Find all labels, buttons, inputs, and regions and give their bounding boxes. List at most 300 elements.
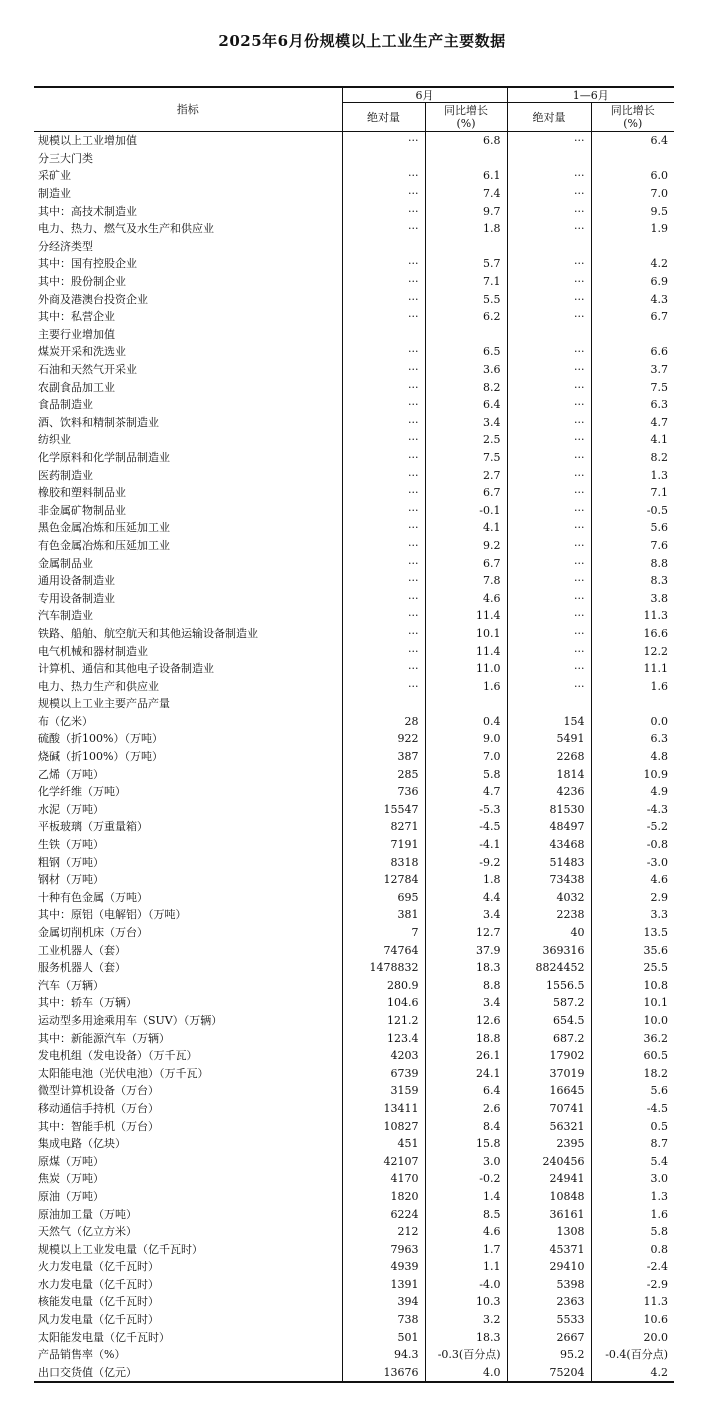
- june-yoy-growth-value: -4.5: [425, 818, 507, 836]
- row-indicator-name: 火力发电量（亿千瓦时）: [34, 1258, 342, 1276]
- june-yoy-growth-value: [425, 695, 507, 713]
- june-yoy-growth-value: 4.0: [425, 1364, 507, 1383]
- table-row: [34, 1170, 674, 1188]
- june-yoy-growth-value: 6.2: [425, 308, 507, 326]
- ytd-absolute-value: 29410: [507, 1258, 591, 1276]
- ytd-absolute-value: 5398: [507, 1276, 591, 1294]
- row-indicator-name: 布（亿米）: [34, 713, 342, 731]
- ytd-absolute-value: ···: [507, 167, 591, 185]
- june-absolute-value: ···: [342, 290, 425, 308]
- row-indicator-name: 烧碱（折100%）（万吨）: [34, 748, 342, 766]
- june-yoy-growth-value: 3.4: [425, 994, 507, 1012]
- ytd-absolute-value: ···: [507, 202, 591, 220]
- ytd-absolute-value: ···: [507, 132, 591, 150]
- ytd-absolute-value: ···: [507, 431, 591, 449]
- ytd-absolute-value: [507, 150, 591, 168]
- june-yoy-growth-value: 7.8: [425, 572, 507, 590]
- table-row: [34, 994, 674, 1012]
- june-absolute-value: ···: [342, 431, 425, 449]
- ytd-yoy-growth-value: 4.3: [650, 292, 668, 306]
- june-absolute-value: 4170: [342, 1170, 425, 1188]
- table-row: [34, 1293, 674, 1311]
- ytd-absolute-value: 56321: [507, 1117, 591, 1135]
- ytd-yoy-growth-value: 8.2: [650, 450, 668, 464]
- june-absolute-value: 381: [342, 906, 425, 924]
- ytd-absolute-value: 4236: [507, 783, 591, 801]
- row-indicator-name: 金属制品业: [34, 554, 342, 572]
- june-absolute-value: 4203: [342, 1047, 425, 1065]
- row-indicator-name: 其中：私营企业: [34, 308, 342, 326]
- june-absolute-value: ···: [342, 167, 425, 185]
- ytd-absolute-value: ···: [507, 449, 591, 467]
- table-row: [34, 466, 674, 484]
- ytd-absolute-value: ···: [507, 255, 591, 273]
- june-absolute-value: 1820: [342, 1188, 425, 1206]
- table-row: [34, 537, 674, 555]
- june-absolute-value: 6224: [342, 1205, 425, 1223]
- row-indicator-name: 非金属矿物制品业: [34, 501, 342, 519]
- table-row: [34, 1047, 674, 1065]
- row-indicator-name: 通用设备制造业: [34, 572, 342, 590]
- june-yoy-growth-value: [425, 326, 507, 344]
- june-absolute-value: ···: [342, 625, 425, 643]
- ytd-absolute-value: ···: [507, 607, 591, 625]
- table-row: [34, 449, 674, 467]
- table-row: [34, 589, 674, 607]
- june-absolute-value: ···: [342, 202, 425, 220]
- june-yoy-growth-value: 2.5: [425, 431, 507, 449]
- ytd-absolute-value: 95.2: [507, 1346, 591, 1364]
- june-absolute-value: ···: [342, 484, 425, 502]
- ytd-yoy-growth-value: [591, 150, 674, 168]
- june-absolute-value: 13411: [342, 1100, 425, 1118]
- june-absolute-value: 285: [342, 765, 425, 783]
- table-row: [34, 818, 674, 836]
- june-absolute-value: 94.3: [342, 1346, 425, 1364]
- june-absolute-value: ···: [342, 677, 425, 695]
- june-yoy-growth-value: 7.1: [425, 273, 507, 291]
- june-yoy-growth-value: 18.3: [425, 1328, 507, 1346]
- june-yoy-growth-value: -0.3(百分点): [425, 1346, 507, 1364]
- table-row: [34, 396, 674, 414]
- table-row: [34, 625, 674, 643]
- june-absolute-value: ···: [342, 132, 425, 150]
- ytd-absolute-value: 4032: [507, 889, 591, 907]
- june-absolute-value: [342, 326, 425, 344]
- june-yoy-growth-value: 6.4: [425, 396, 507, 414]
- ytd-yoy-growth-value: 4.2: [650, 257, 668, 271]
- ytd-yoy-growth-value: 35.6: [643, 943, 668, 957]
- june-yoy-growth-value: 6.4: [425, 1082, 507, 1100]
- ytd-yoy-growth-value: 6.3: [650, 732, 668, 746]
- table-row: [34, 1152, 674, 1170]
- june-absolute-value: ···: [342, 361, 425, 379]
- table-row: [34, 765, 674, 783]
- ytd-yoy-growth-value: 7.0: [650, 187, 668, 201]
- ytd-absolute-value: 17902: [507, 1047, 591, 1065]
- ytd-absolute-value: ···: [507, 642, 591, 660]
- row-indicator-name: 制造业: [34, 185, 342, 203]
- row-indicator-name: 运动型多用途乘用车（SUV）（万辆）: [34, 1012, 342, 1030]
- ytd-absolute-value: ···: [507, 308, 591, 326]
- june-yoy-growth-value: 3.6: [425, 361, 507, 379]
- row-indicator-name: 医药制造业: [34, 466, 342, 484]
- table-row: [34, 801, 674, 819]
- table-row: [34, 150, 674, 168]
- ytd-yoy-growth-value: 7.1: [650, 486, 668, 500]
- table-row: [34, 783, 674, 801]
- june-yoy-growth-value: 1.8: [425, 871, 507, 889]
- june-absolute-value: [342, 695, 425, 713]
- june-absolute-value: 695: [342, 889, 425, 907]
- ytd-yoy-growth-value: -2.9: [646, 1277, 668, 1291]
- row-indicator-name: 化学纤维（万吨）: [34, 783, 342, 801]
- row-indicator-name: 风力发电量（亿千瓦时）: [34, 1311, 342, 1329]
- row-indicator-name: 采矿业: [34, 167, 342, 185]
- june-absolute-value: 8318: [342, 853, 425, 871]
- row-indicator-name: 化学原料和化学制品制造业: [34, 449, 342, 467]
- ytd-yoy-growth-value: 36.2: [643, 1031, 668, 1045]
- june-absolute-value: 74764: [342, 941, 425, 959]
- june-absolute-value: ···: [342, 466, 425, 484]
- ytd-absolute-value: ···: [507, 572, 591, 590]
- ytd-absolute-value: ···: [507, 625, 591, 643]
- ytd-yoy-growth-value: 0.5: [650, 1119, 668, 1133]
- row-indicator-name: 有色金属冶炼和压延加工业: [34, 537, 342, 555]
- ytd-yoy-growth-value: 4.9: [650, 785, 668, 799]
- june-yoy-growth-value: -0.1: [425, 501, 507, 519]
- ytd-absolute-value: 1556.5: [507, 977, 591, 995]
- ytd-absolute-value: 16645: [507, 1082, 591, 1100]
- june-absolute-value: 394: [342, 1293, 425, 1311]
- ytd-absolute-value: ···: [507, 660, 591, 678]
- ytd-yoy-growth-value: 6.7: [650, 310, 668, 324]
- june-yoy-growth-value: 1.8: [425, 220, 507, 238]
- ytd-absolute-value: 687.2: [507, 1029, 591, 1047]
- june-absolute-value: ···: [342, 660, 425, 678]
- june-absolute-value: ···: [342, 607, 425, 625]
- ytd-absolute-value: 240456: [507, 1152, 591, 1170]
- table-row: [34, 326, 674, 344]
- june-absolute-value: 15547: [342, 801, 425, 819]
- row-indicator-name: 生铁（万吨）: [34, 836, 342, 854]
- june-absolute-value: ···: [342, 572, 425, 590]
- row-indicator-name: 出口交货值（亿元）: [34, 1364, 342, 1383]
- ytd-absolute-value: ···: [507, 501, 591, 519]
- ytd-yoy-growth-value: 10.1: [643, 996, 668, 1010]
- ytd-absolute-value: [507, 695, 591, 713]
- ytd-yoy-growth-value: 1.3: [650, 1189, 668, 1203]
- table-row: [34, 167, 674, 185]
- row-indicator-name: 水泥（万吨）: [34, 801, 342, 819]
- table-header: [34, 87, 674, 132]
- row-indicator-name: 规模以上工业发电量（亿千瓦时）: [34, 1240, 342, 1258]
- ytd-absolute-value: ···: [507, 273, 591, 291]
- ytd-yoy-growth-value: 10.6: [643, 1313, 668, 1327]
- row-indicator-name: 其中：国有控股企业: [34, 255, 342, 273]
- ytd-absolute-value: ···: [507, 589, 591, 607]
- row-indicator-name: 酒、饮料和精制茶制造业: [34, 414, 342, 432]
- table-row: [34, 1082, 674, 1100]
- ytd-yoy-growth-value: 6.9: [650, 275, 668, 289]
- june-absolute-value: ···: [342, 449, 425, 467]
- ytd-absolute-value: 70741: [507, 1100, 591, 1118]
- ytd-yoy-growth-value: 9.5: [650, 204, 668, 218]
- june-yoy-growth-value: 9.2: [425, 537, 507, 555]
- table-row: [34, 220, 674, 238]
- table-row: [34, 1276, 674, 1294]
- june-absolute-value: 28: [342, 713, 425, 731]
- june-yoy-growth-value: 10.1: [425, 625, 507, 643]
- table-row: [34, 290, 674, 308]
- june-absolute-value: 123.4: [342, 1029, 425, 1047]
- table-row: [34, 1240, 674, 1258]
- ytd-yoy-growth-value: 18.2: [643, 1066, 668, 1080]
- ytd-absolute-value: [507, 326, 591, 344]
- june-yoy-growth-value: 18.8: [425, 1029, 507, 1047]
- table-row: [34, 238, 674, 256]
- ytd-yoy-growth-value: 6.4: [650, 134, 668, 148]
- ytd-absolute-value: 73438: [507, 871, 591, 889]
- header-ytd-absolute: 绝对量: [507, 103, 591, 132]
- june-absolute-value: 212: [342, 1223, 425, 1241]
- june-yoy-growth-value: 2.7: [425, 466, 507, 484]
- row-indicator-name: 其中：股份制企业: [34, 273, 342, 291]
- table-row: [34, 748, 674, 766]
- ytd-yoy-growth-value: 4.1: [650, 433, 668, 447]
- table-row: [34, 1117, 674, 1135]
- table-row: [34, 1364, 674, 1383]
- row-indicator-name: 计算机、通信和其他电子设备制造业: [34, 660, 342, 678]
- june-yoy-growth-value: 15.8: [425, 1135, 507, 1153]
- ytd-absolute-value: ···: [507, 414, 591, 432]
- table-row: [34, 871, 674, 889]
- june-yoy-growth-value: 3.4: [425, 906, 507, 924]
- june-yoy-growth-value: 6.7: [425, 554, 507, 572]
- table-row: [34, 1328, 674, 1346]
- table-row: [34, 1135, 674, 1153]
- ytd-yoy-growth-value: -4.5: [646, 1101, 668, 1115]
- june-yoy-growth-value: -9.2: [425, 853, 507, 871]
- ytd-yoy-growth-value: 4.6: [650, 873, 668, 887]
- june-absolute-value: 3159: [342, 1082, 425, 1100]
- row-indicator-name: 太阳能发电量（亿千瓦时）: [34, 1328, 342, 1346]
- ytd-yoy-growth-value: -5.2: [646, 820, 668, 834]
- table-row: [34, 308, 674, 326]
- ytd-yoy-growth-value: [591, 695, 674, 713]
- table-row: [34, 202, 674, 220]
- june-absolute-value: ···: [342, 414, 425, 432]
- ytd-yoy-growth-value: 25.5: [643, 961, 668, 975]
- ytd-absolute-value: 5491: [507, 730, 591, 748]
- row-indicator-name: 原煤（万吨）: [34, 1152, 342, 1170]
- june-absolute-value: 12784: [342, 871, 425, 889]
- row-indicator-name: 其中：原铝（电解铝）（万吨）: [34, 906, 342, 924]
- june-absolute-value: 738: [342, 1311, 425, 1329]
- table-row: [34, 695, 674, 713]
- statistics-table: [34, 86, 674, 1383]
- row-indicator-name: 粗钢（万吨）: [34, 853, 342, 871]
- june-yoy-growth-value: 10.3: [425, 1293, 507, 1311]
- row-indicator-name: 平板玻璃（万重量箱）: [34, 818, 342, 836]
- june-absolute-value: ···: [342, 185, 425, 203]
- june-absolute-value: 6739: [342, 1064, 425, 1082]
- june-absolute-value: 104.6: [342, 994, 425, 1012]
- ytd-yoy-growth-value: 4.7: [650, 415, 668, 429]
- ytd-absolute-value: 24941: [507, 1170, 591, 1188]
- ytd-yoy-growth-value: 8.8: [650, 556, 668, 570]
- ytd-yoy-growth-value: -3.0: [646, 855, 668, 869]
- ytd-yoy-growth-value: 11.3: [643, 609, 668, 623]
- june-yoy-growth-value: 24.1: [425, 1064, 507, 1082]
- ytd-yoy-growth-value: 11.1: [643, 662, 668, 676]
- table-row: [34, 836, 674, 854]
- june-yoy-growth-value: 2.6: [425, 1100, 507, 1118]
- table-row: [34, 713, 674, 731]
- row-indicator-name: 分三大门类: [34, 150, 342, 168]
- june-yoy-growth-value: 5.7: [425, 255, 507, 273]
- ytd-absolute-value: ···: [507, 290, 591, 308]
- ytd-absolute-value: ···: [507, 554, 591, 572]
- ytd-absolute-value: 654.5: [507, 1012, 591, 1030]
- ytd-yoy-growth-value: 20.0: [643, 1330, 668, 1344]
- ytd-yoy-growth-value: -0.8: [646, 838, 668, 852]
- row-indicator-name: 移动通信手持机（万台）: [34, 1100, 342, 1118]
- ytd-yoy-growth-value: 13.5: [643, 926, 668, 940]
- row-indicator-name: 规模以上工业主要产品产量: [34, 695, 342, 713]
- row-indicator-name: 天然气（亿立方米）: [34, 1223, 342, 1241]
- table-row: [34, 677, 674, 695]
- row-indicator-name: 钢材（万吨）: [34, 871, 342, 889]
- ytd-yoy-growth-value: 6.3: [650, 398, 668, 412]
- june-yoy-growth-value: 6.1: [425, 167, 507, 185]
- june-absolute-value: 1478832: [342, 959, 425, 977]
- table-row: [34, 1029, 674, 1047]
- june-yoy-growth-value: 7.5: [425, 449, 507, 467]
- row-indicator-name: 电力、热力生产和供应业: [34, 677, 342, 695]
- ytd-yoy-growth-value: -2.4: [646, 1260, 668, 1274]
- ytd-yoy-growth-value: [591, 238, 674, 256]
- ytd-absolute-value: 36161: [507, 1205, 591, 1223]
- table-row: [34, 660, 674, 678]
- ytd-yoy-growth-value: 10.8: [643, 978, 668, 992]
- ytd-absolute-value: ···: [507, 537, 591, 555]
- ytd-absolute-value: 587.2: [507, 994, 591, 1012]
- june-absolute-value: ···: [342, 343, 425, 361]
- ytd-yoy-growth-value: 5.6: [650, 1084, 668, 1098]
- june-absolute-value: ···: [342, 501, 425, 519]
- june-yoy-growth-value: 3.2: [425, 1311, 507, 1329]
- june-absolute-value: ···: [342, 378, 425, 396]
- row-indicator-name: 分经济类型: [34, 238, 342, 256]
- ytd-absolute-value: 2238: [507, 906, 591, 924]
- june-yoy-growth-value: 11.0: [425, 660, 507, 678]
- june-yoy-growth-value: 4.1: [425, 519, 507, 537]
- ytd-yoy-growth-value: 0.8: [650, 1242, 668, 1256]
- june-absolute-value: 8271: [342, 818, 425, 836]
- june-yoy-growth-value: 5.8: [425, 765, 507, 783]
- table-row: [34, 941, 674, 959]
- ytd-yoy-growth-value: 10.9: [643, 767, 668, 781]
- june-absolute-value: 13676: [342, 1364, 425, 1383]
- table-row: [34, 730, 674, 748]
- june-yoy-growth-value: 3.4: [425, 414, 507, 432]
- june-absolute-value: 7191: [342, 836, 425, 854]
- ytd-absolute-value: 48497: [507, 818, 591, 836]
- ytd-absolute-value: ···: [507, 677, 591, 695]
- june-absolute-value: 4939: [342, 1258, 425, 1276]
- ytd-absolute-value: 75204: [507, 1364, 591, 1383]
- june-absolute-value: ···: [342, 537, 425, 555]
- table-row: [34, 1223, 674, 1241]
- june-absolute-value: 10827: [342, 1117, 425, 1135]
- ytd-yoy-growth-value: 6.6: [650, 345, 668, 359]
- june-yoy-growth-value: 37.9: [425, 941, 507, 959]
- june-absolute-value: [342, 238, 425, 256]
- june-yoy-growth-value: 9.0: [425, 730, 507, 748]
- table-row: [34, 273, 674, 291]
- row-indicator-name: 硫酸（折100%）（万吨）: [34, 730, 342, 748]
- row-indicator-name: 外商及港澳台投资企业: [34, 290, 342, 308]
- june-yoy-growth-value: -0.2: [425, 1170, 507, 1188]
- table-row: [34, 255, 674, 273]
- header-yoy-unit: (%): [623, 117, 643, 130]
- ytd-yoy-growth-value: 5.6: [650, 521, 668, 535]
- ytd-absolute-value: ···: [507, 484, 591, 502]
- table-row: [34, 519, 674, 537]
- ytd-yoy-growth-value: 12.2: [643, 644, 668, 658]
- row-indicator-name: 其中：新能源汽车（万辆）: [34, 1029, 342, 1047]
- ytd-yoy-growth-value: 3.3: [650, 908, 668, 922]
- row-indicator-name: 乙烯（万吨）: [34, 765, 342, 783]
- table-row: [34, 378, 674, 396]
- table-row: [34, 642, 674, 660]
- june-yoy-growth-value: 11.4: [425, 642, 507, 660]
- ytd-absolute-value: [507, 238, 591, 256]
- row-indicator-name: 专用设备制造业: [34, 589, 342, 607]
- row-indicator-name: 电气机械和器材制造业: [34, 642, 342, 660]
- june-yoy-growth-value: 6.5: [425, 343, 507, 361]
- ytd-absolute-value: 81530: [507, 801, 591, 819]
- table-row: [34, 343, 674, 361]
- table-row: [34, 607, 674, 625]
- ytd-yoy-growth-value: 2.9: [650, 890, 668, 904]
- row-indicator-name: 纺织业: [34, 431, 342, 449]
- row-indicator-name: 焦炭（万吨）: [34, 1170, 342, 1188]
- table-body: [34, 132, 674, 1383]
- header-indicator: 指标: [34, 87, 342, 132]
- june-absolute-value: [342, 150, 425, 168]
- june-absolute-value: ···: [342, 554, 425, 572]
- june-absolute-value: ···: [342, 642, 425, 660]
- ytd-absolute-value: 40: [507, 924, 591, 942]
- ytd-yoy-growth-value: 3.7: [650, 363, 668, 377]
- ytd-absolute-value: ···: [507, 396, 591, 414]
- row-indicator-name: 工业机器人（套）: [34, 941, 342, 959]
- june-yoy-growth-value: 1.6: [425, 677, 507, 695]
- row-indicator-name: 水力发电量（亿千瓦时）: [34, 1276, 342, 1294]
- ytd-absolute-value: ···: [507, 343, 591, 361]
- row-indicator-name: 其中：高技术制造业: [34, 202, 342, 220]
- ytd-absolute-value: 1308: [507, 1223, 591, 1241]
- ytd-absolute-value: 51483: [507, 853, 591, 871]
- row-indicator-name: 煤炭开采和洗选业: [34, 343, 342, 361]
- ytd-yoy-growth-value: -0.5: [646, 503, 668, 517]
- ytd-absolute-value: 369316: [507, 941, 591, 959]
- ytd-absolute-value: ···: [507, 378, 591, 396]
- ytd-absolute-value: 154: [507, 713, 591, 731]
- june-yoy-growth-value: 4.4: [425, 889, 507, 907]
